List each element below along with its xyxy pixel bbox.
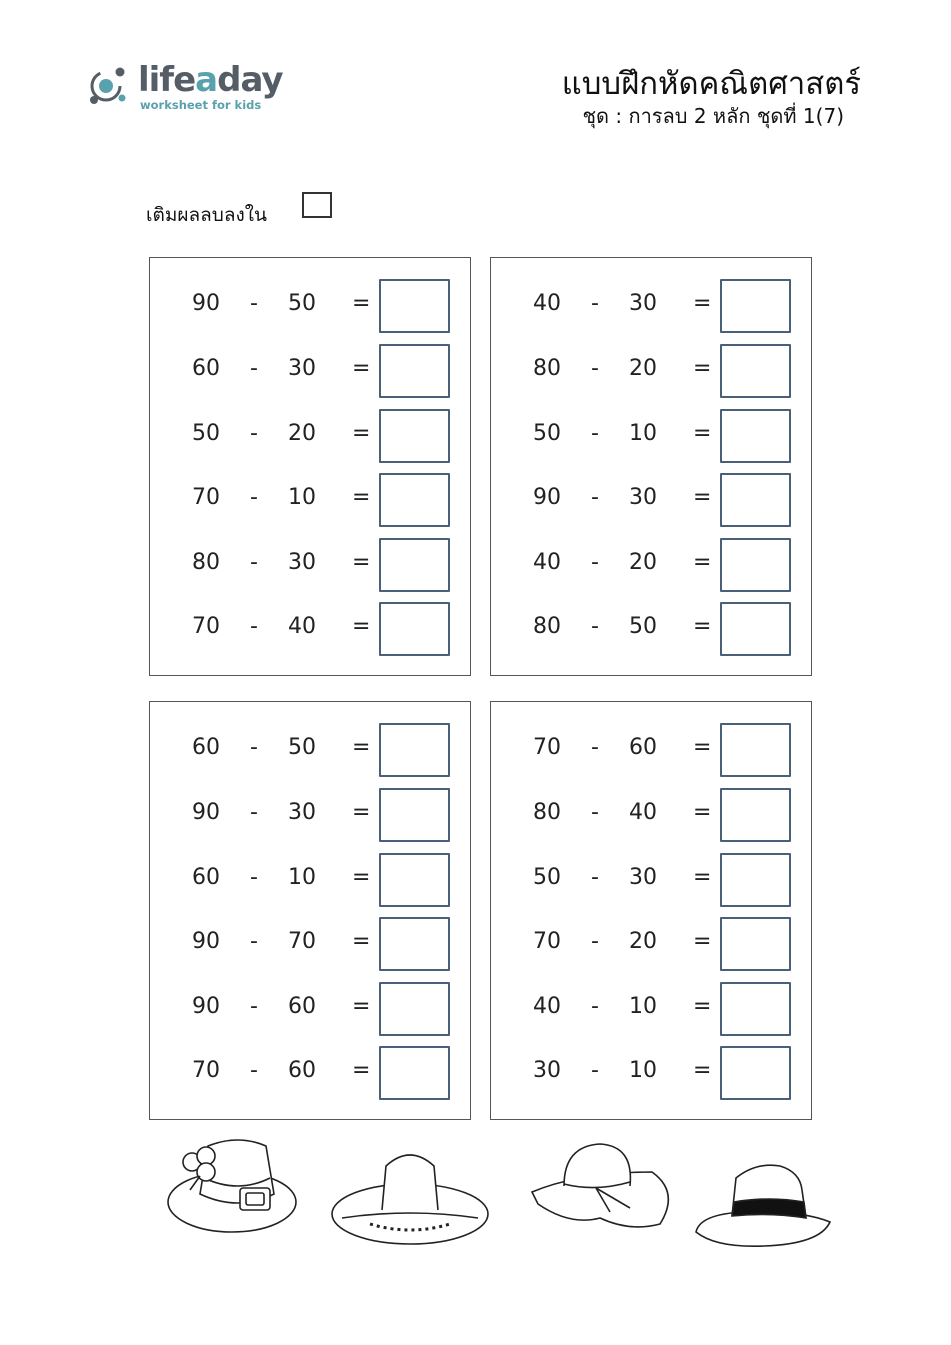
subtrahend: 50 xyxy=(288,291,316,316)
subtrahend: 10 xyxy=(629,1058,657,1083)
answer-box[interactable] xyxy=(720,1046,791,1100)
hats-decoration xyxy=(160,1132,840,1262)
subtrahend: 10 xyxy=(288,485,316,510)
minuend: 40 xyxy=(533,994,561,1019)
minuend: 40 xyxy=(533,291,561,316)
answer-box[interactable] xyxy=(379,473,450,527)
answer-box[interactable] xyxy=(379,538,450,592)
minus-sign: - xyxy=(250,735,258,760)
equals-sign: = xyxy=(693,485,712,510)
equals-sign: = xyxy=(352,421,371,446)
answer-box[interactable] xyxy=(720,982,791,1036)
sun-hat-icon xyxy=(532,1144,668,1227)
equals-sign: = xyxy=(352,994,371,1019)
subtrahend: 20 xyxy=(629,929,657,954)
problem-row xyxy=(150,980,470,1036)
problem-row xyxy=(491,980,811,1036)
logo-tagline: worksheet for kids xyxy=(140,98,262,112)
minus-sign: - xyxy=(250,550,258,575)
answer-box[interactable] xyxy=(379,344,450,398)
subtrahend: 10 xyxy=(629,994,657,1019)
problem-row xyxy=(491,915,811,971)
fedora-icon xyxy=(696,1165,830,1246)
subtrahend: 20 xyxy=(629,550,657,575)
equals-sign: = xyxy=(352,929,371,954)
minuend: 70 xyxy=(533,929,561,954)
equals-sign: = xyxy=(693,735,712,760)
minuend: 70 xyxy=(533,735,561,760)
equals-sign: = xyxy=(352,865,371,890)
problem-row xyxy=(150,536,470,592)
equals-sign: = xyxy=(693,421,712,446)
problem-row xyxy=(491,342,811,398)
equals-sign: = xyxy=(693,356,712,381)
problem-row xyxy=(491,536,811,592)
minus-sign: - xyxy=(591,291,599,316)
answer-box[interactable] xyxy=(379,409,450,463)
minus-sign: - xyxy=(250,994,258,1019)
problem-row xyxy=(491,851,811,907)
minuend: 50 xyxy=(533,865,561,890)
problem-row xyxy=(150,600,470,656)
answer-box[interactable] xyxy=(379,1046,450,1100)
minuend: 60 xyxy=(192,356,220,381)
equals-sign: = xyxy=(693,929,712,954)
molecule-logo-icon xyxy=(86,60,138,112)
problem-row xyxy=(150,407,470,463)
subtrahend: 30 xyxy=(629,865,657,890)
subtrahend: 50 xyxy=(629,614,657,639)
subtrahend: 10 xyxy=(288,865,316,890)
minus-sign: - xyxy=(591,614,599,639)
minuend: 80 xyxy=(533,356,561,381)
equals-sign: = xyxy=(693,1058,712,1083)
answer-box[interactable] xyxy=(720,917,791,971)
answer-box[interactable] xyxy=(379,917,450,971)
instruction-example-box xyxy=(302,192,332,218)
answer-box[interactable] xyxy=(720,473,791,527)
subtrahend: 30 xyxy=(288,356,316,381)
minus-sign: - xyxy=(591,550,599,575)
minuend: 60 xyxy=(192,865,220,890)
problem-panel-3 xyxy=(149,701,471,1120)
subtrahend: 20 xyxy=(629,356,657,381)
problem-row xyxy=(150,1044,470,1100)
subtrahend: 30 xyxy=(288,800,316,825)
answer-box[interactable] xyxy=(379,279,450,333)
answer-box[interactable] xyxy=(379,723,450,777)
minuend: 40 xyxy=(533,550,561,575)
logo-wordmark: lifeaday xyxy=(138,60,283,100)
equals-sign: = xyxy=(693,291,712,316)
answer-box[interactable] xyxy=(379,602,450,656)
problem-row xyxy=(150,786,470,842)
minus-sign: - xyxy=(250,485,258,510)
minuend: 90 xyxy=(533,485,561,510)
minus-sign: - xyxy=(250,421,258,446)
problem-row xyxy=(150,851,470,907)
minus-sign: - xyxy=(250,929,258,954)
minus-sign: - xyxy=(591,929,599,954)
minus-sign: - xyxy=(591,735,599,760)
equals-sign: = xyxy=(693,865,712,890)
subtrahend: 60 xyxy=(288,994,316,1019)
equals-sign: = xyxy=(693,994,712,1019)
subtrahend: 30 xyxy=(288,550,316,575)
equals-sign: = xyxy=(693,614,712,639)
equals-sign: = xyxy=(693,800,712,825)
problem-row xyxy=(491,786,811,842)
page-subtitle: ชุด : การลบ 2 หลัก ชุดที่ 1(7) xyxy=(582,104,844,128)
minus-sign: - xyxy=(591,421,599,446)
minus-sign: - xyxy=(591,800,599,825)
minuend: 30 xyxy=(533,1058,561,1083)
equals-sign: = xyxy=(352,291,371,316)
equals-sign: = xyxy=(352,735,371,760)
answer-box[interactable] xyxy=(379,853,450,907)
answer-box[interactable] xyxy=(720,853,791,907)
instruction-text: เติมผลลบลงใน xyxy=(146,204,268,226)
minuend: 50 xyxy=(192,421,220,446)
subtrahend: 50 xyxy=(288,735,316,760)
equals-sign: = xyxy=(352,1058,371,1083)
answer-box[interactable] xyxy=(720,723,791,777)
page-title: แบบฝึกหัดคณิตศาสตร์ xyxy=(561,66,861,102)
problem-row xyxy=(150,342,470,398)
problem-row xyxy=(150,721,470,777)
subtrahend: 10 xyxy=(629,421,657,446)
problem-row xyxy=(491,277,811,333)
minus-sign: - xyxy=(250,614,258,639)
minus-sign: - xyxy=(591,865,599,890)
problem-panel-2 xyxy=(490,257,812,676)
subtrahend: 60 xyxy=(288,1058,316,1083)
answer-box[interactable] xyxy=(720,602,791,656)
problem-row xyxy=(491,471,811,527)
problem-panel-4 xyxy=(490,701,812,1120)
minus-sign: - xyxy=(591,356,599,381)
problem-panel-1 xyxy=(149,257,471,676)
answer-box[interactable] xyxy=(720,409,791,463)
minuend: 80 xyxy=(533,800,561,825)
minuend: 80 xyxy=(192,550,220,575)
clover-hat-icon xyxy=(168,1140,296,1232)
minuend: 70 xyxy=(192,485,220,510)
problem-row xyxy=(150,277,470,333)
sombrero-icon xyxy=(332,1155,488,1244)
subtrahend: 20 xyxy=(288,421,316,446)
minus-sign: - xyxy=(250,800,258,825)
minuend: 90 xyxy=(192,994,220,1019)
minuend: 80 xyxy=(533,614,561,639)
minus-sign: - xyxy=(250,356,258,381)
problem-row xyxy=(491,1044,811,1100)
equals-sign: = xyxy=(352,550,371,575)
minus-sign: - xyxy=(591,1058,599,1083)
minus-sign: - xyxy=(250,291,258,316)
minuend: 90 xyxy=(192,800,220,825)
subtrahend: 30 xyxy=(629,485,657,510)
subtrahend: 40 xyxy=(288,614,316,639)
subtrahend: 40 xyxy=(629,800,657,825)
answer-box[interactable] xyxy=(720,344,791,398)
minus-sign: - xyxy=(250,865,258,890)
subtrahend: 70 xyxy=(288,929,316,954)
minuend: 60 xyxy=(192,735,220,760)
problem-row xyxy=(491,407,811,463)
minuend: 70 xyxy=(192,1058,220,1083)
minuend: 90 xyxy=(192,291,220,316)
problem-row xyxy=(150,471,470,527)
problem-row xyxy=(491,600,811,656)
minus-sign: - xyxy=(250,1058,258,1083)
minus-sign: - xyxy=(591,994,599,1019)
answer-box[interactable] xyxy=(720,279,791,333)
answer-box[interactable] xyxy=(720,538,791,592)
minuend: 70 xyxy=(192,614,220,639)
answer-box[interactable] xyxy=(720,788,791,842)
minuend: 90 xyxy=(192,929,220,954)
equals-sign: = xyxy=(352,800,371,825)
equals-sign: = xyxy=(352,485,371,510)
answer-box[interactable] xyxy=(379,982,450,1036)
equals-sign: = xyxy=(693,550,712,575)
answer-box[interactable] xyxy=(379,788,450,842)
minus-sign: - xyxy=(591,485,599,510)
problem-row xyxy=(150,915,470,971)
subtrahend: 60 xyxy=(629,735,657,760)
lifeaday-logo xyxy=(86,60,286,116)
equals-sign: = xyxy=(352,614,371,639)
minuend: 50 xyxy=(533,421,561,446)
subtrahend: 30 xyxy=(629,291,657,316)
equals-sign: = xyxy=(352,356,371,381)
problem-row xyxy=(491,721,811,777)
